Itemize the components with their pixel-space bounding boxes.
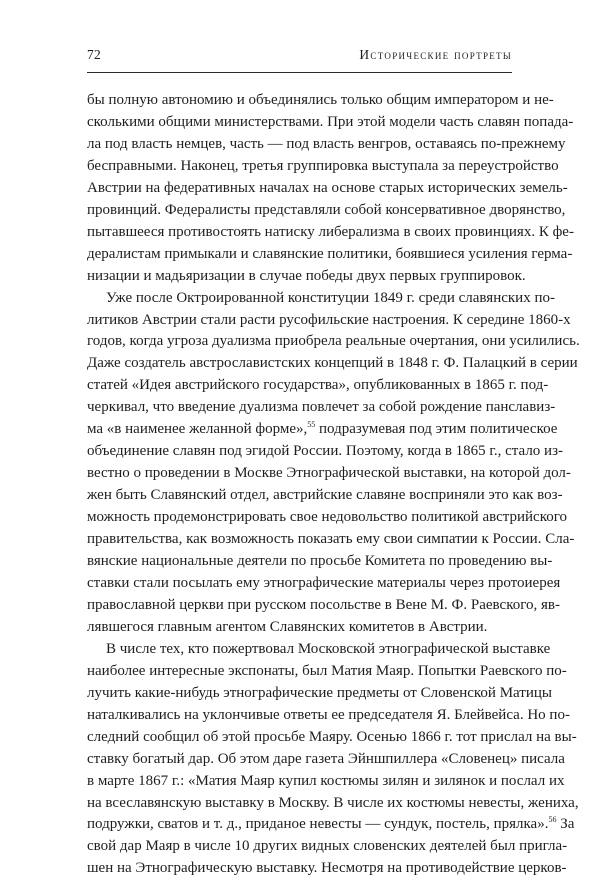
text-line: в марте 1867 г.: «Матия Маяр купил костюмы зилян и зилянок и послал их (87, 772, 565, 789)
text-line: следний сообщил об этой просьбе Маяру. Осенью 1866 г. тот прислал на вы- (87, 728, 577, 745)
text-line: вестно о проведении в Москве Этнографической выставки, на которой дол- (87, 465, 571, 482)
text-segment: За (556, 816, 575, 833)
text-line: провинций. Федералисты представляли собой консервативное дворянство, (87, 201, 566, 218)
footnote-ref[interactable]: 56 (548, 815, 557, 825)
running-title: Исторические портреты (359, 47, 512, 62)
text-segment: подружки, сватов и т. д., приданое невесты — сундук, постель, прялка». (87, 816, 549, 833)
text-line: можность продемонстрировать свое недовольство политикой австрийского (87, 509, 568, 526)
text-line: Австрии на федеративных началах на основе старых исторических земель- (87, 179, 568, 196)
text-segment: ма «в наименее желанной форме», (87, 421, 308, 438)
text-line (87, 419, 558, 441)
page-number: 72 (87, 47, 102, 62)
text-line: православной церкви при русском посольстве в Вене М. Ф. Раевского, яв- (87, 596, 560, 613)
text-line: ла под власть немцев, часть — под власть венгров, оставаясь по-прежнему (87, 135, 566, 152)
text-line: статей «Идея австрийского государства», опубликованных в 1865 г. под- (87, 377, 549, 394)
text-line: черкивал, что введение дуализма повлечет за собой рождение панславиз- (87, 399, 556, 416)
text-line: наталкивались на уклончивые ответы ее председателя Я. Блейвейса. Но по- (87, 706, 570, 723)
text-line: низации и мадьяризации в случае победы двух первых группировок. (87, 267, 526, 284)
text-line: лявшегося главным агентом Славянских комитетов в Австрии. (87, 618, 488, 635)
text-line: литиков Австрии стали расти русофильские настроения. К середине 1860-х (87, 311, 571, 328)
text-line: на всеславянскую выставку в Москву. В числе их костюмы невесты, жениха, (87, 794, 579, 811)
text-line: бесправными. Наконец, третья группировка выступала за переустройство (87, 157, 559, 174)
text-line: ставку богатый дар. Об этом даре газета Эйншпиллера «Словенец» писала (87, 750, 565, 767)
text-line (87, 814, 575, 836)
text-line: бы полную автономию и объединялись только общим императором и не- (87, 92, 554, 108)
text-line: шен на Этнографическую выставку. Несмотря на противодействие церков- (87, 860, 567, 877)
text-line: правительства, как возможность показать ему свои симпатии к России. Сла- (87, 531, 575, 548)
text-line: Уже после Октроированной конституции 1849 г. среди славянских по- (106, 289, 555, 306)
text-line: В числе тех, кто пожертвовал Московской этнографической выставке (106, 640, 551, 657)
text-line: жен быть Славянский отдел, австрийские славяне восприняли это как воз- (87, 487, 563, 504)
footnote-ref[interactable]: 55 (307, 420, 316, 430)
text-line: пытавшееся противостоять натиску либерализма в своих провинциях. К фе- (87, 223, 574, 240)
text-line: объединение славян под эгидой России. Поэтому, когда в 1865 г., стало из- (87, 443, 564, 460)
text-line: Даже создатель австрославистских концепций в 1848 г. Ф. Палацкий в серии (87, 355, 578, 372)
text-line: дералистам примыкали и славянские политики, боявшиеся усиления герма- (87, 245, 573, 262)
text-line: ставки стали посылать ему этнографические материалы через протоиерея (87, 574, 561, 591)
text-line: сколькими общими министерствами. При этой модели часть славян попада- (87, 113, 574, 130)
header-rule (87, 72, 512, 73)
text-segment: подразумевая под этим политическое (315, 421, 558, 438)
text-line: лучить какие-нибудь этнографические предметы от Словенской Матицы (87, 684, 552, 701)
running-header (87, 47, 512, 67)
text-line: свой дар Маяр в числе 10 других видных словенских деятелей был пригла- (87, 838, 568, 855)
text-line: наиболее интересные экспонаты, был Матия Маяр. Попытки Раевского по- (87, 662, 567, 679)
body-text (87, 90, 580, 880)
text-line: вянские национальные деятели по просьбе Комитета по проведению вы- (87, 553, 553, 570)
text-line: годов, когда угроза дуализма приобрела реальные очертания, они усилились. (87, 333, 580, 350)
